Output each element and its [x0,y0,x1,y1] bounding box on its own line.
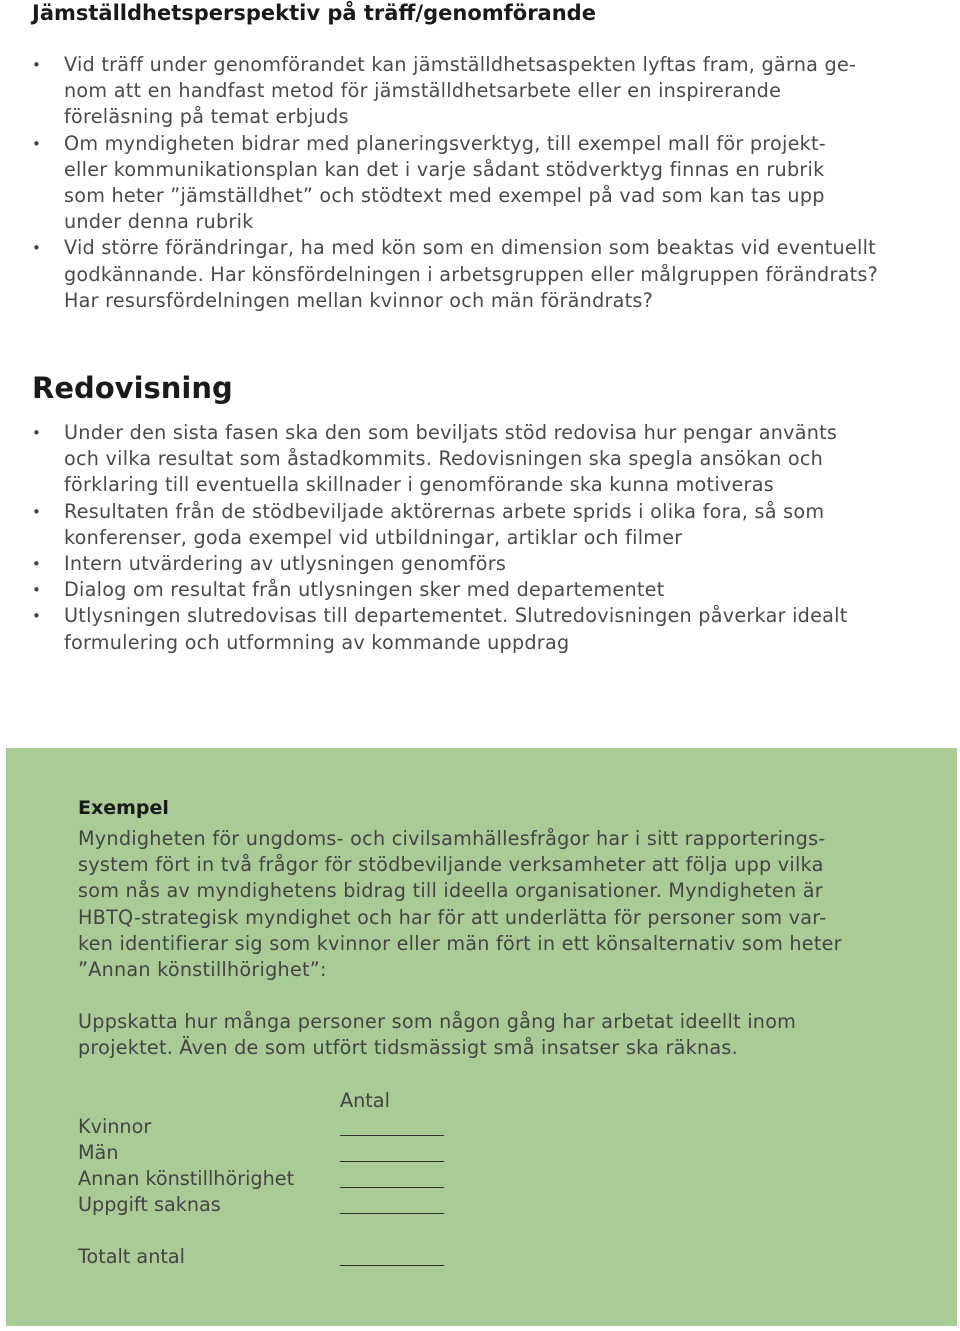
answer-blank-line[interactable] [340,1187,444,1188]
bullet-icon: • [32,555,42,574]
section-heading: Redovisning [32,371,233,405]
list-item [32,131,932,236]
bullet-icon: • [32,581,42,600]
answer-blank-line[interactable] [340,1265,444,1266]
form-row-total [78,1244,478,1270]
answer-blank-line[interactable] [340,1135,444,1136]
form-column-header: Antal [340,1088,390,1112]
answer-blank-line[interactable] [340,1213,444,1214]
list-item-text: Utlysningen slutredovisas till departementet. Slutredovisningen påverkar idealt formulering och utformning av kommande uppdrag [64,604,848,654]
list-item [32,499,932,551]
example-box [6,748,957,1326]
form-row-label: Kvinnor [78,1114,152,1138]
list-item [32,420,932,499]
bullet-icon: • [32,56,42,74]
form-row-unknown [78,1192,478,1218]
section-reporting [32,370,932,656]
bullet-list [32,52,932,314]
section-gender-perspective [32,0,932,314]
list-item [32,235,932,314]
list-item-text: Resultaten från de stödbeviljade aktörernas arbete sprids i olika fora, så som konferenser, goda exempel vid utbildningar, artiklar och filmer [64,499,825,549]
bullet-icon: • [32,607,42,626]
form-row-label: Män [78,1140,119,1164]
form-row-label: Uppgift saknas [78,1192,221,1216]
form-row-other-gender [78,1166,478,1192]
list-item-text: Vid större förändringar, ha med kön som en dimension som beaktas vid eventuellt godkännande. Har könsfördelningen i arbetsgruppen eller målgruppen förändrats? Har resursfördelningen mellan kvinnor och män förändrats? [64,236,879,312]
count-form [78,1088,918,1288]
list-item-text: Intern utvärdering av utlysningen genomförs [64,552,507,576]
form-row-women [78,1114,478,1140]
list-item-text: Under den sista fasen ska den som beviljats stöd redovisa hur pengar använts och vilka resultat som åstadkommits. Redovisningen ska spegla ansökan och förklaring till eventuella skillnader i genomförande ska kunna motiveras [64,421,838,497]
list-item [32,52,932,131]
list-item [32,577,932,603]
list-item-text: Dialog om resultat från utlysningen sker med departementet [64,578,665,602]
example-instruction: Uppskatta hur många personer som någon gång har arbetat ideellt inom projektet. Även de som utfört tidsmässigt små insatser ska räknas. [78,1010,797,1060]
example-content [78,796,918,1288]
bullet-list [32,420,932,656]
example-paragraph: Myndigheten för ungdoms- och civilsamhällesfrågor har i sitt rapporterings- system fört in två frågor för stödbeviljande verksamheter att följa upp vilka som nås av myndighetens bidrag till ideella organisationer. Myndigheten är HBTQ-strategisk myndighet och har för att underlätta för personer som var- ken identifierar sig som kvinnor eller män fört in ett könsalternativ som heter ”Annan könstillhörighet”: [78,827,842,982]
form-row-label: Totalt antal [78,1244,185,1268]
list-item-text: Om myndigheten bidrar med planeringsverktyg, till exempel mall för projekt- eller kommunikationsplan kan det i varje sådant stödverktyg finnas en rubrik som heter ”jämställdhet” och stödtext med exempel på vad som kan tas upp under denna rubrik [64,131,826,234]
section-heading: Jämställdhetsperspektiv på träff/genomförande [32,1,596,25]
form-row-men [78,1140,478,1166]
bullet-icon: • [32,239,42,258]
bullet-icon: • [32,134,42,153]
bullet-icon: • [32,424,42,442]
form-row-label: Annan könstillhörighet [78,1166,295,1190]
answer-blank-line[interactable] [340,1161,444,1162]
bullet-icon: • [32,502,42,521]
list-item [32,603,932,655]
example-title: Exempel [78,797,169,819]
list-item [32,551,932,577]
list-item-text: Vid träff under genomförandet kan jämställdhetsaspekten lyftas fram, gärna ge- nom att en handfast metod för jämställdhetsarbete eller en inspirerande föreläsning på temat erbjuds [64,53,857,129]
